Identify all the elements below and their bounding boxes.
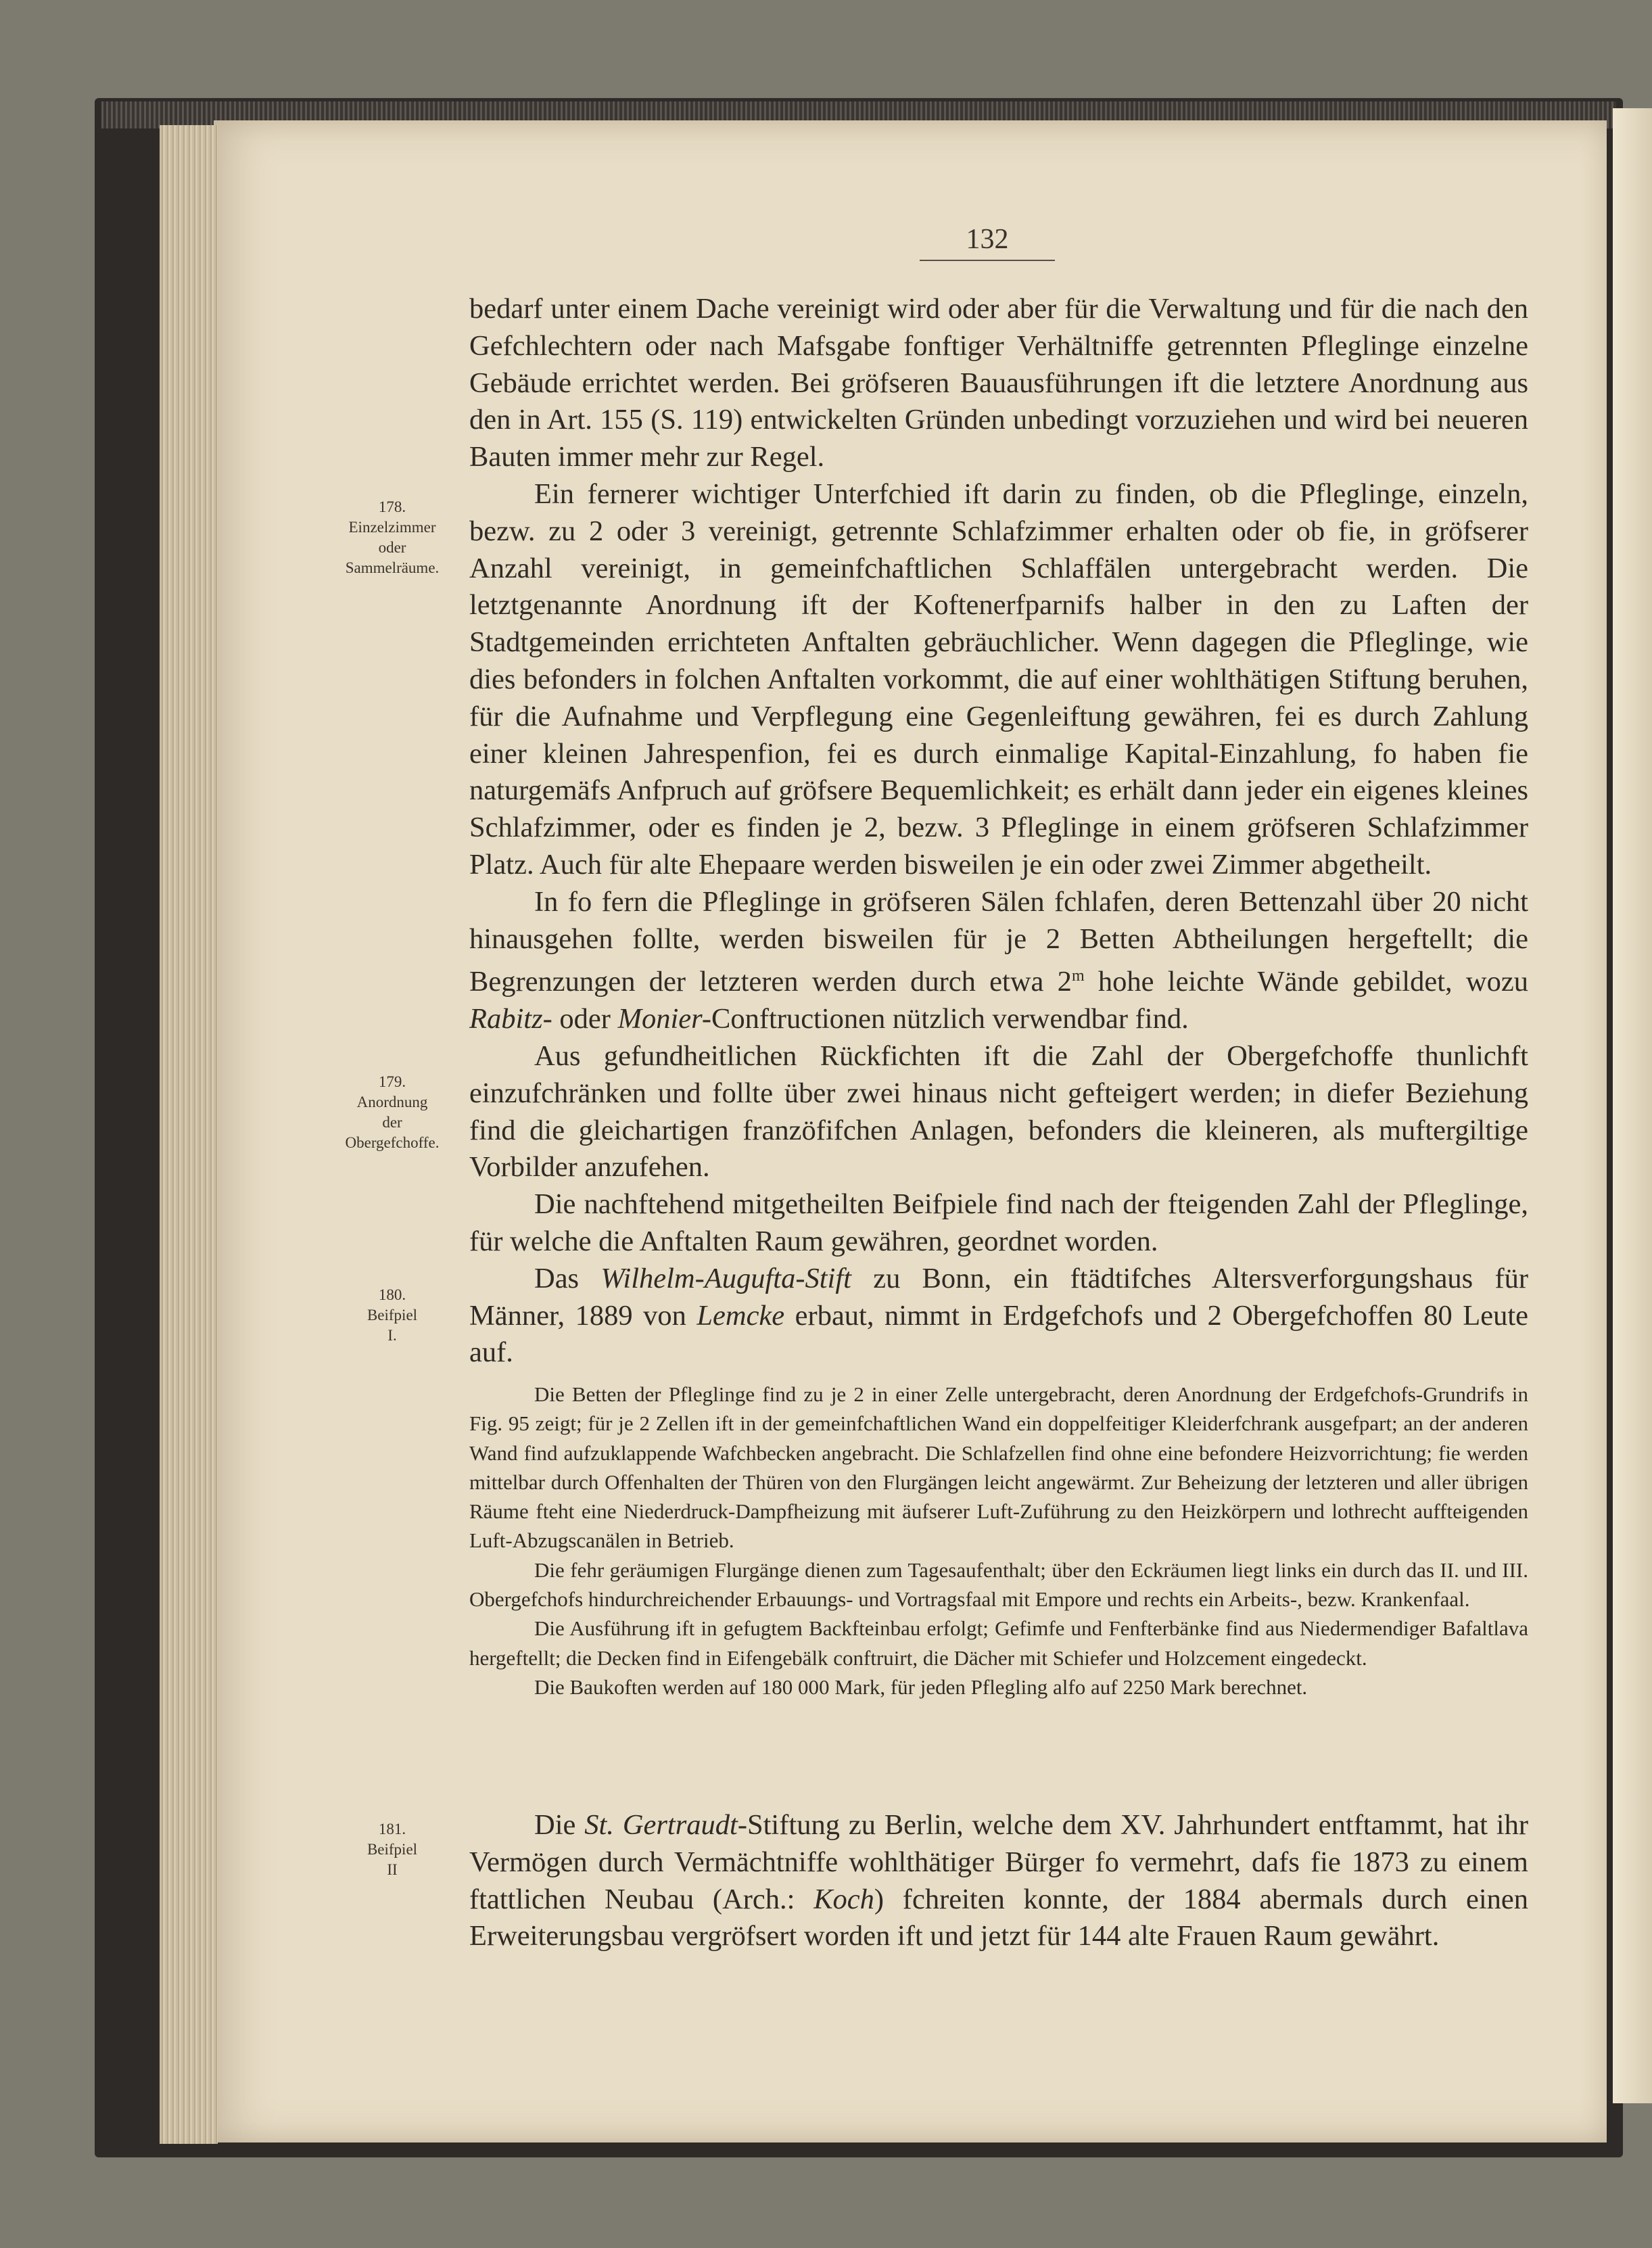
name-rabitz: Rabitz- — [469, 1003, 552, 1035]
small-paragraph-betten: Die Betten der Pfleglinge find zu je 2 in einer Zelle untergebracht, deren Anordnung der Erdgefchofs-Grundrifs in Fig. 95 zeigt; für je 2 Zellen ift in der gemeinfchaftlichen Wand ein doppelfeitiger Kleiderfchrank ausgefpart; an der anderen Wand find aufzuklappende Wafchbecken angebracht. Die Schlafzellen find ohne eine befondere Heizvorrichtung; fie werden mittelbar durch Offenhalten der Thüren von den Flurgängen leicht angewärmt. Zur Beheizung der letzteren und aller übrigen Räume fteht eine Niederdruck-Dampfheizung mit äufserer Luft-Zuführung zu den Heizkörpern und lothrecht auffteigenden Luft-Abzugscanälen in Betrieb. — [469, 1382, 1528, 1553]
margin-note-181 — [318, 1819, 467, 1880]
name-wilhelm-augusta-stift: Wilhelm-Augufta-Stift — [600, 1262, 851, 1294]
margin-note-line: Einzelzimmer — [348, 519, 436, 536]
paragraph-continuation: bedarf unter einem Dache vereinigt wird oder aber für die Verwaltung und für die nach den Gefchlechtern oder nach Mafsgabe fonftiger Verhältniffe getrennten Pfleglinge einzelne Gebäude errichtet werden. Bei gröfseren Bauausführungen ift die letztere Anordnung aus den in Art. 155 (S. 119) entwickelten Gründen unbedingt vorzuziehen und wird bei neueren Bauten immer mehr zur Regel. — [469, 293, 1528, 473]
margin-note-line: der — [382, 1114, 402, 1131]
page-edges — [160, 125, 218, 2144]
page-number: 132 — [966, 224, 1009, 255]
text-span: Stiftung zu Berlin, welche dem XV. Jahrhundert entftammt, hat ihr Vermögen durch Vermächtniffe wohlthätiger Bürger fo vermehrt, dafs fie 1873 zu einem ftattlichen Neubau (Arch.: — [469, 1809, 1528, 1915]
name-monier: Monier- — [617, 1003, 711, 1035]
text-span: erbaut, nimmt in Erdgefchofs und 2 Obergefchoffen 80 Leute auf. — [469, 1299, 1528, 1369]
margin-note-number: 181. — [378, 1821, 406, 1837]
text-span: Die — [534, 1809, 585, 1841]
page-number-rule — [920, 260, 1055, 261]
margin-note-number: 179. — [378, 1073, 406, 1090]
text-span: Conftructionen nützlich verwendbar find. — [711, 1003, 1189, 1035]
small-paragraph-ausfuehrung: Die Ausführung ift in gefugtem Backfteinbau erfolgt; Gefimfe und Fenfterbänke find aus Niedermendiger Bafaltlava hergeftellt; die Decken find in Eifengebälk conftruirt, die Dächer mit Schiefer und Holzcement eingedeckt. — [469, 1616, 1528, 1670]
text-span: hohe leichte Wände gebildet, wozu — [1084, 966, 1528, 998]
name-lemcke: Lemcke — [697, 1299, 785, 1332]
paragraph-obergeschosse: Aus gefundheitlichen Rückfichten ift die Zahl der Obergefchoffe thunlichft einzufchränken und follte über zwei hinaus nicht gefteigert werden; in diefer Beziehung find die gleichartigen franzöfifchen Anlagen, befonders die kleineren, als muftergiltige Vorbilder anzufehen. — [469, 1040, 1528, 1184]
paragraph-st-gertraudt — [469, 1807, 1528, 1955]
facing-page-edge — [1613, 108, 1652, 2103]
name-st-gertraudt: St. Gertraudt- — [584, 1809, 747, 1841]
body-text-gertraudt — [469, 1807, 1528, 1955]
unit-superscript: m — [1071, 967, 1085, 985]
margin-note-number: 178. — [378, 498, 406, 515]
small-paragraph-baukosten: Die Baukoften werden auf 180 000 Mark, für jeden Pflegling alfo auf 2250 Mark berechnet. — [534, 1675, 1308, 1699]
text-span: oder — [552, 1003, 618, 1035]
margin-note-number: 180. — [378, 1286, 406, 1303]
text-span: zu Bonn, ein ftädtifches Altersverforgungshaus für Männer, 1889 von — [469, 1262, 1528, 1332]
paragraph-einzelzimmer: Ein fernerer wichtiger Unterfchied ift darin zu finden, ob die Pfleglinge, einzeln, bezw. zu 2 oder 3 vereinigt, getrennte Schlafzimmer erhalten oder ob fie, in gröfserer Anzahl vereinigt, in gemeinfchaftlichen Schlaffälen untergebracht werden. Die letztgenannte Anordnung ift der Koftenerfparnifs halber in den zu Laften der Stadtgemeinden errichteten Anftalten gebräuchlicher. Wenn dagegen die Pfleglinge, wie dies befonders in folchen Anftalten vorkommt, die auf einer wohlthätigen Stiftung beruhen, für die Aufnahme und Verpflegung eine Gegenleiftung gewähren, fei es durch Zahlung einer kleinen Jahrespenfion, fei es durch einmalige Kapital-Einzahlung, fo haben fie naturgemäfs Anfpruch auf gröfsere Bequemlichkeit; es erhält dann jeder ein eigenes kleines Schlafzimmer, oder es finden je 2, bezw. 3 Pfleglinge in einem gröfseren Schlafzimmer Platz. Auch für alte Ehepaare werden bisweilen je ein oder zwei Zimmer abgetheilt. — [469, 477, 1528, 881]
margin-note-line: Obergefchoffe. — [345, 1134, 440, 1151]
body-text-small — [469, 1380, 1528, 1702]
text-span: In fo fern die Pfleglinge in gröfseren Sälen fchlafen, deren Bettenzahl über 20 nicht hinausgehen follte, werden bisweilen für je 2 Betten Abtheilungen hergeftellt; die Begrenzungen der letzteren werden durch etwa 2 — [469, 885, 1528, 998]
margin-note-line: I. — [387, 1327, 397, 1344]
margin-note-line: Beifpiel — [367, 1307, 418, 1324]
margin-note-line: Anordnung — [356, 1094, 428, 1110]
text-span: Das — [534, 1262, 601, 1294]
body-text-main — [469, 291, 1528, 1372]
margin-note-line: Sammelräume. — [345, 559, 440, 576]
margin-note-line: Beifpiel — [367, 1841, 418, 1858]
margin-note-line: oder — [378, 539, 406, 556]
small-paragraph-flurgaenge: Die fehr geräumigen Flurgänge dienen zum Tagesaufenthalt; über den Eckräumen liegt links ein durch das II. und III. Obergefchofs hindurchreichender Erbauungs- und Vortragsfaal mit Empore und rechts ein Arbeits-, bezw. Krankenfaal. — [469, 1558, 1528, 1612]
paragraph-beispiele: Die nachftehend mitgetheilten Beifpiele find nach der fteigenden Zahl der Pfleglinge, für welche die Anftalten Raum gewähren, geordnet worden. — [469, 1188, 1528, 1258]
text-span: ) fchreiten konnte, der 1884 abermals durch einen Erweiterungsbau vergröfsert worden ift und jetzt für 144 alte Frauen Raum gewährt. — [469, 1883, 1528, 1952]
margin-note-line: II — [387, 1861, 398, 1878]
paragraph-wilhelm-augusta-stift — [469, 1261, 1528, 1372]
paragraph-saele — [469, 884, 1528, 1038]
margin-note-180 — [318, 1285, 467, 1346]
margin-note-178 — [318, 497, 467, 578]
name-koch: Koch — [813, 1883, 874, 1915]
margin-note-179 — [318, 1072, 467, 1153]
